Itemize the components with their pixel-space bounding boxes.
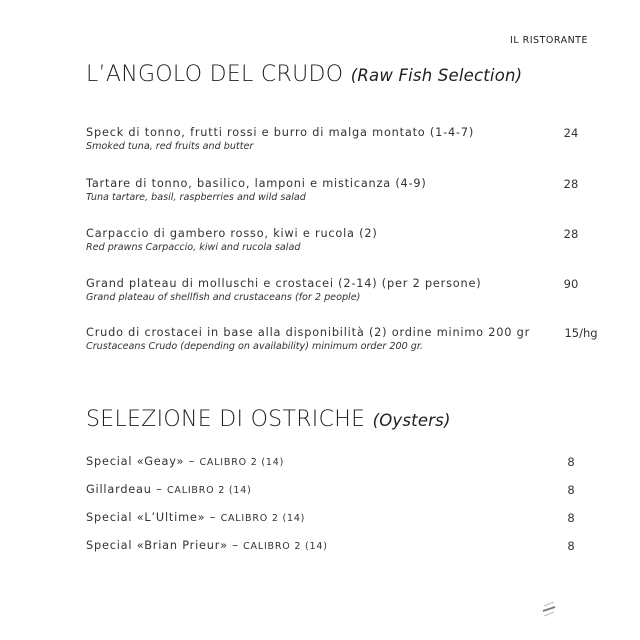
item-name: Speck di tonno, frutti rossi e burro di malga montato (1-4-7): [86, 126, 475, 139]
section-title-oysters: [86, 407, 451, 432]
item-name: Grand plateau di molluschi e crostacei (2-14) (per 2 persone): [86, 277, 482, 290]
item-name: Special «L’Ultime» –: [86, 511, 217, 524]
item-caliber: CALIBRO 2 (14): [167, 485, 252, 496]
item-price: 8: [567, 455, 575, 469]
item-description: Tuna tartare, basil, raspberries and wild salad: [86, 192, 306, 203]
item-price: 28: [563, 227, 579, 241]
oyster-item: [86, 483, 606, 496]
item-caliber: CALIBRO 2 (14): [199, 457, 285, 468]
item-name: Tartare di tonno, basilico, lamponi e misticanza (4-9): [86, 177, 427, 190]
menu-item: [86, 277, 606, 303]
section-title: SELEZIONE DI OSTRICHE: [86, 407, 366, 432]
item-price: 15/hg: [564, 326, 598, 340]
section-subtitle: (Raw Fish Selection): [350, 66, 523, 85]
item-caliber: CALIBRO 2 (14): [220, 513, 306, 524]
item-caliber: CALIBRO 2 (14): [243, 541, 328, 552]
menu-item: [86, 177, 606, 203]
menu-item: [86, 326, 606, 352]
item-price: 8: [567, 511, 575, 525]
item-description: Smoked tuna, red fruits and butter: [86, 141, 254, 152]
oyster-item: [86, 455, 606, 468]
item-price: 24: [563, 126, 579, 140]
item-description: Red prawns Carpaccio, kiwi and rucola salad: [86, 242, 301, 253]
item-price: 8: [567, 483, 575, 497]
item-price: 8: [567, 539, 575, 553]
oyster-item: [86, 539, 606, 552]
logo-icon: [540, 600, 558, 620]
item-description: Grand plateau of shellfish and crustaceans (for 2 people): [86, 292, 361, 303]
item-price: 28: [563, 177, 579, 191]
section-title-raw-fish: [86, 62, 522, 87]
item-description: Crustaceans Crudo (depending on availability) minimum order 200 gr.: [86, 341, 423, 352]
item-name: Carpaccio di gambero rosso, kiwi e rucola (2): [86, 227, 378, 240]
section-subtitle: (Oysters): [372, 411, 451, 430]
menu-item: [86, 126, 606, 152]
section-title: L’ANGOLO DEL CRUDO: [86, 62, 344, 87]
item-name: Special «Geay» –: [86, 455, 196, 468]
item-name: Crudo di crostacei in base alla disponibilità (2) ordine minimo 200 gr: [86, 326, 531, 339]
item-name: Special «Brian Prieur» –: [86, 539, 239, 552]
menu-item: [86, 227, 606, 253]
restaurant-header: IL RISTORANTE: [510, 35, 588, 46]
oyster-item: [86, 511, 606, 524]
item-name: Gillardeau –: [86, 483, 163, 496]
item-price: 90: [563, 277, 579, 291]
